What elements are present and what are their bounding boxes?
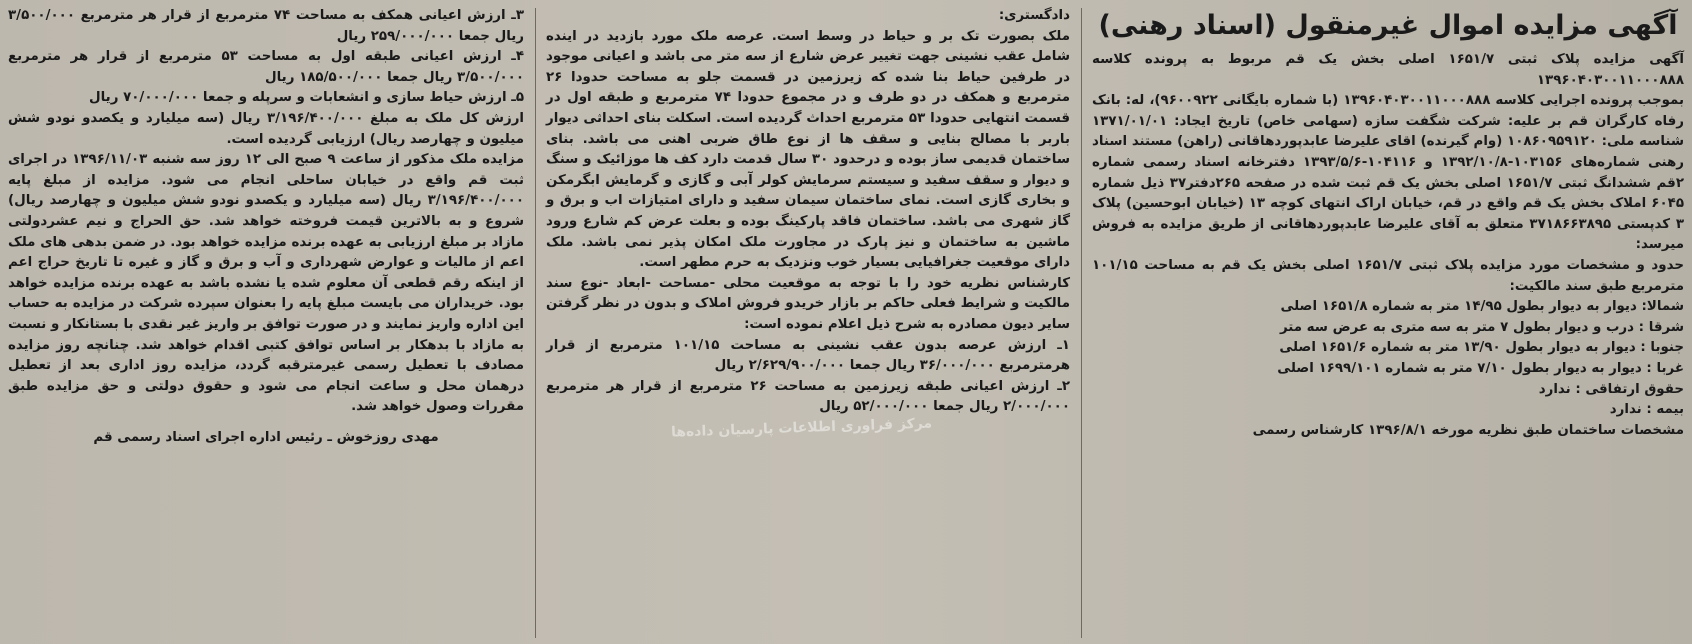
boundary-south: جنوبا : دیوار به دیوار بطول ۱۳/۹۰ متر به شماره ۱۶۵۱/۶ اصلی: [1279, 340, 1684, 356]
notice-column-middle: [538, 6, 1078, 640]
court-continuation: دادگستری:: [998, 8, 1070, 23]
boundary-east: شرقا : درب و دیوار بطول ۷ متر به سه متری به عرض سه متر: [1279, 319, 1684, 335]
column-divider: [535, 8, 536, 638]
case-reference: آگهی مزایده پلاک ثبتی ۱۶۵۱/۷ اصلی بخش یک قم مربوط به پرونده کلاسه ۱۳۹۶۰۴۰۳۰۰۱۱۰۰۰۸۸۸: [1092, 52, 1684, 88]
notice-column-right: [1084, 6, 1692, 640]
boundary-north: شمالا: دیوار به دیوار بطول ۱۴/۹۵ متر به شماره ۱۶۵۱/۸ اصلی: [1280, 299, 1684, 315]
signature: مهدی روزخوش ـ رئیس اداره اجرای اسناد رسمی قم: [93, 429, 439, 445]
notice-title: آگهی مزایده اموال غیرمنقول (اسناد رهنی): [1098, 10, 1678, 41]
valuation-item-2: ۲ـ ارزش اعیانی طبقه زیرزمین به مساحت ۲۶ مترمربع از قرار هر مترمربع ۲/۰۰۰/۰۰۰ ریال جمعا ۵۲/۰۰۰/۰۰۰ ریال: [546, 378, 1070, 415]
total-valuation: ارزش کل ملک به مبلغ ۳/۱۹۶/۴۰۰/۰۰۰ ریال (سه میلیارد و یکصدو نودو شش میلیون و چهارصد ریال) ارزیابی گردیده است.: [8, 110, 524, 147]
case-details: بموجب پرونده اجرایی کلاسه ۱۳۹۶۰۴۰۳۰۰۱۱۰۰۰۸۸۸ (با شماره بایگانی ۹۶۰۰۹۲۲)، له: بانک رفاه کارگران قم بر علیه: شرکت شگفت سازه (سهامی خاص) تاریخ ایجاد: ۱۳۷۱/۰۱/۰۱ شناسه ملی: ۱۰۸۶۰۹۵۹۱۲۰ (وام گیرنده) اقای علیرضا عابدپوردهاقانی (راهن) مستند اسناد رهنی شماره‌های ۱۰۳۱۵۶-۱۳۹۲/۱۰/۸ و ۱۰۴۱۱۶-۱۳۹۳/۵/۶ دفترخانه اسناد رسمی شماره ۲قم ششدانگ ثبتی ۱۶۵۱/۷ اصلی بخش یک قم ثبت شده در صفحه ۲۶۵دفتر۳۷ ذیل شماره ۶۰۴۵ املاک بخش یک قم واقع در قم، خیابان اراک انتهای کوچه ۱۳ (خیابان ابوحسین) پلاک ۳ کدپستی ۳۷۱۸۶۶۳۸۹۵ متعلق به آقای علیرضا عابدپوردهاقانی از طریق مزایده به فروش میرسد:: [1092, 93, 1685, 253]
easement-rights: حقوق ارتفاقی : ندارد: [1538, 381, 1684, 397]
auction-terms: مزایده ملک مذکور از ساعت ۹ صبح الی ۱۲ روز سه شنبه ۱۳۹۶/۱۱/۰۳ در اجرای ثبت قم واقع در خیابان ساحلی انجام می شود. مزایده از مبلغ پایه ۳/۱۹۶/۴۰۰/۰۰۰ ریال (سه میلیارد و یکصدو نودو شش میلیون و چهارصد ریال) شروع و به بالاترین قیمت فروخته خواهد شد. حق الحراج و نیم عشردولتی مازاد بر مبلغ ارزیابی به عهده برنده مزایده خواهد بود. در ضمن بدهی های ملک اعم از مالیات و عوارض شهرداری و آب و برق و گاز و غیره تا تاریخ حراج اعم از اینکه رقم قطعی آن معلوم شده یا نشده باشد به عهده برنده مزایده خواهد بود. خریداران می بایست مبلغ پایه را بعنوان سپرده شرکت در مزایده به حساب این اداره واریز نمایند و در صورت توافق بر واریز غیر نقدی با بستانکار و نسبت به مازاد با بدهکار بر اساس توافق کتبی اقدام خواهد شد. چنانچه روز مزایده مصادف با تعطیل رسمی غیرمترقبه گردد، مزایده روز اداری بعد از تعطیل درهمان محل و ساعت انجام می شود و حقوق دولتی و حق مزایده طبق مقررات وصول خواهد شد.: [8, 152, 524, 415]
building-description: ملک بصورت تک بر و حیاط در وسط است. عرصه ملک مورد بازدید در اینده شامل عقب نشینی جهت تغییر عرض شارع از سه متر می باشد و اعیانی موجود در طرفین حیاط بنا شده که زیرزمین در قسمت جلو به مساحت حدودا ۲۶ مترمربع و همکف در دو طرف و در مجموع حدودا ۷۴ مترمربع و طبقه اول در قسمت انتهایی حدودا ۵۳ مترمربع احداث گردیده است. اسکلت بنای احداثی دیوار باربر با مصالح بنایی و سقف ها از نوع طاق ضربی اهنی می باشد. بنای ساختمان قدیمی ساز بوده و درحدود ۳۰ سال قدمت دارد کف ها موزائیک و سنگ و دیوار و سقف سفید و سیستم سرمایش کولر آبی و گازی و گرمایش ابگرمکن و بخاری گازی است. نمای ساختمان سیمان سفید و دارای امتیازات اب و برق و گاز شهری می باشد. ساختمان فاقد پارکینگ بوده و بعلت عرض کم شارع ورود ماشین به ساختمان و نیز پارک در مجاورت ملک امکان پذیر نمی باشد. ملک دارای موقعیت جغرافیایی بسیار خوب ونزدیک به حرم مطهر است.: [546, 28, 1071, 271]
watermark: مرکز فراوری اطلاعات پارسیان داده‌ها: [670, 415, 933, 441]
property-specs-intro: حدود و مشخصات مورد مزایده پلاک ثبتی ۱۶۵۱/۷ اصلی بخش یک قم به مساحت ۱۰۱/۱۵ مترمربع طبق سند مالکیت:: [1092, 257, 1684, 294]
notice-column-left: [0, 6, 532, 640]
boundary-west: غربا : دیوار به دیوار بطول ۷/۱۰ متر به شماره ۱۶۹۹/۱۰۱ اصلی: [1277, 360, 1684, 376]
column-divider: [1081, 8, 1082, 638]
expert-opinion-intro: کارشناس نظریه خود را با توجه به موقعیت محلی -مساحت -ابعاد -نوع سند مالکیت و شرایط فعلی حاکم بر بازار خریدو فروش املاک و بدون در نظر گرفتن سایر دیون مصادره به شرح ذیل اعلام نموده است:: [546, 275, 1070, 332]
insurance: بیمه : ندارد: [1609, 402, 1684, 418]
valuation-item-3: ۳ـ ارزش اعیانی همکف به مساحت ۷۴ مترمربع از قرار هر مترمربع ۳/۵۰۰/۰۰۰ ریال جمعا ۲۵۹/۰۰۰/۰۰۰ ریال: [8, 8, 524, 44]
valuation-item-1: ۱ـ ارزش عرصه بدون عقب نشینی به مساحت ۱۰۱/۱۵ مترمربع از قرار هرمترمربع ۳۶/۰۰۰/۰۰۰ ریال جمعا ۲/۶۲۹/۹۰۰/۰۰۰ ریال: [546, 337, 1070, 374]
valuation-item-4: ۴ـ ارزش اعیانی طبقه اول به مساحت ۵۳ مترمربع از قرار هر مترمربع ۳/۵۰۰/۰۰۰ ریال جمعا ۱۸۵/۵۰۰/۰۰۰ ریال: [8, 49, 524, 85]
valuation-item-5: ۵ـ ارزش حیاط سازی و انشعابات و سرپله و جمعا ۷۰/۰۰۰/۰۰۰ ریال: [89, 90, 524, 106]
building-specs-heading: مشخصات ساختمان طبق نظریه مورخه ۱۳۹۶/۸/۱ کارشناس رسمی: [1252, 422, 1684, 438]
